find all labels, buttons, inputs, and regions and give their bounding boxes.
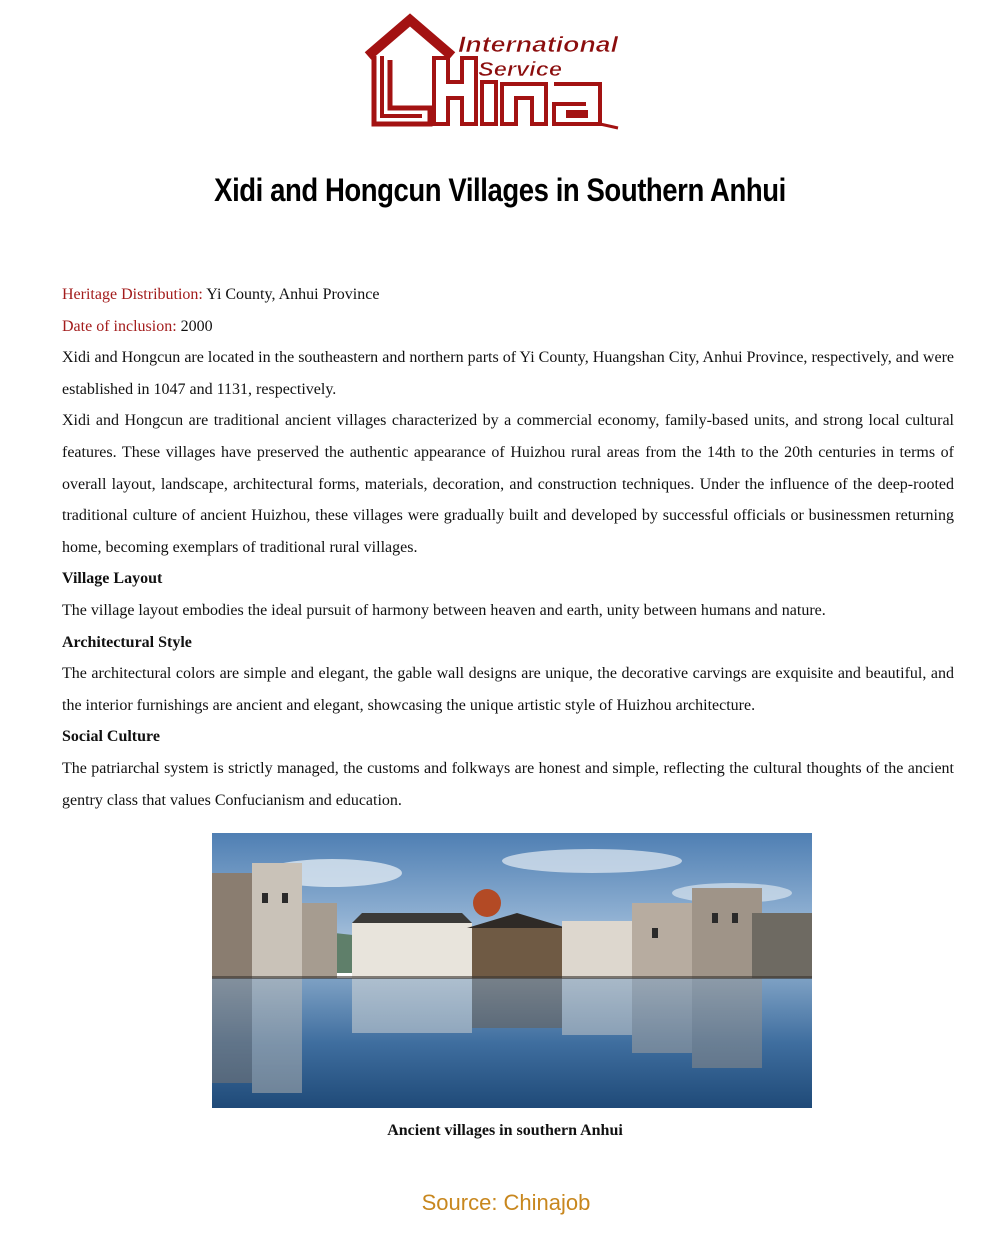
logo-letter-h — [434, 58, 476, 124]
village-photo — [212, 833, 812, 1108]
logo-text-international: International — [458, 32, 620, 57]
logo-letter-a — [554, 84, 600, 124]
heritage-distribution-value: Yi County, Anhui Province — [206, 286, 380, 303]
international-service-china-logo — [360, 12, 630, 142]
logo-house-roof — [368, 20, 452, 56]
article-body — [62, 279, 954, 816]
section-text-village-layout: The village layout embodies the ideal pursuit of harmony between heaven and earth, unity between humans and nature. — [62, 601, 826, 619]
section-heading-architectural-style: Architectural Style — [62, 633, 192, 651]
section-heading-social-culture: Social Culture — [62, 728, 160, 746]
section-heading-village-layout: Village Layout — [62, 570, 163, 588]
logo-letter-i — [482, 82, 496, 124]
intro-paragraph-description: Xidi and Hongcun are traditional ancient villages characterized by a commercial economy, family-based units, and strong local cultural features. These villages have preserved the authentic appearance of Huizhou rural areas from the 14th to the 20th centuries in terms of overall layout, landscape, architectural forms, materials, decoration, and construction techniques. Under the influence of the deep-rooted traditional culture of ancient Huizhou, these villages were gradually built and developed by successful officials or businessmen returning home, becoming exemplars of traditional rural villages. — [62, 412, 954, 556]
logo-text-china: China — [360, 12, 363, 13]
date-of-inclusion-line — [62, 311, 954, 343]
source-credit: Source: Chinajob — [421, 1190, 591, 1215]
page-title: Xidi and Hongcun Villages in Southern Anhui — [214, 172, 786, 208]
section-text-architectural-style: The architectural colors are simple and elegant, the gable wall designs are unique, the decorative carvings are exquisite and beautiful, and the interior furnishings are ancient and elegant, showcasing the unique artistic style of Huizhou architecture. — [62, 665, 954, 714]
heritage-distribution-label: Heritage Distribution: — [62, 286, 203, 303]
intro-paragraph-location: Xidi and Hongcun are located in the southeastern and northern parts of Yi County, Huangshan City, Anhui Province, respectively, and were established in 1047 and 1131, respectively. — [62, 349, 954, 398]
logo-text-service: Service — [478, 59, 562, 81]
date-of-inclusion-value: 2000 — [180, 317, 213, 335]
heritage-distribution-line — [62, 279, 954, 311]
logo-letter-n — [502, 84, 546, 124]
photo-caption: Ancient villages in southern Anhui — [387, 1122, 623, 1139]
date-of-inclusion-label: Date of inclusion: — [62, 317, 177, 335]
section-text-social-culture: The patriarchal system is strictly managed, the customs and folkways are honest and simple, reflecting the cultural thoughts of the ancient gentry class that values Confucianism and education. — [62, 759, 954, 809]
